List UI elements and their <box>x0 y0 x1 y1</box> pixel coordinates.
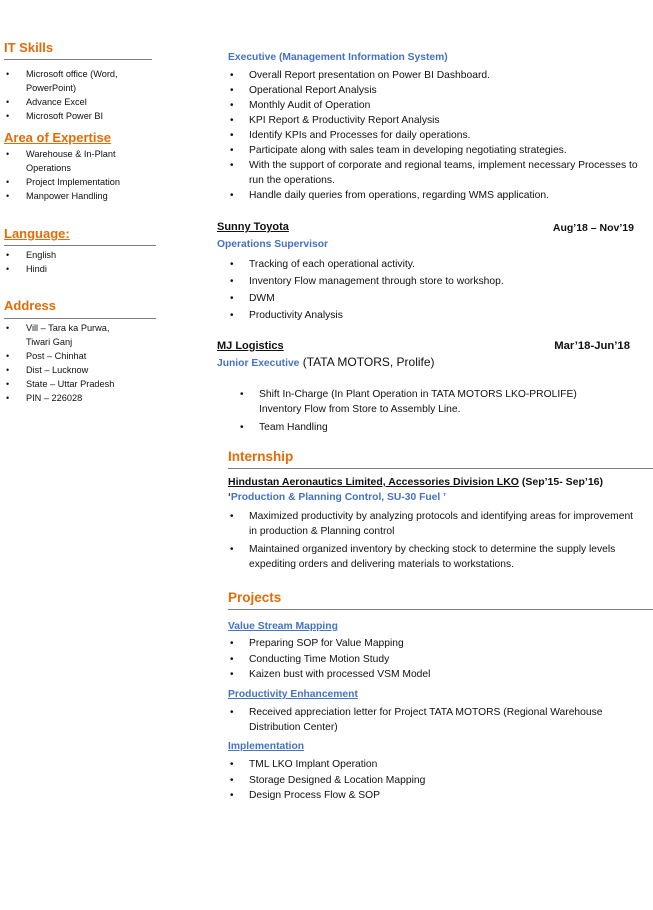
project-list-implementation <box>228 757 638 804</box>
list-item: • Maintained organized inventory by checking stock to determine the supply levels expediting orders and delivering materials to workstations. <box>228 542 638 572</box>
list-item: • Post – Chinhat <box>4 349 154 363</box>
address-rule <box>4 318 156 319</box>
internship-company: Hindustan Aeronautics Limited, Accessories Division LKO <box>228 476 519 488</box>
mj-role: Junior Executive <box>217 358 300 369</box>
list-item: • Participate along with sales team in developing negotiating strategies. <box>228 143 648 158</box>
it-skills-list <box>4 67 154 123</box>
internship-dates: (Sep’15- Sep’16) <box>521 476 604 488</box>
project-list-vsm <box>228 636 638 683</box>
list-item: • Kaizen bust with processed VSM Model <box>228 667 638 683</box>
sunny-dates: Aug’18 – Nov’19 <box>552 222 634 234</box>
list-item: • Tracking of each operational activity. <box>228 256 628 273</box>
list-item: • Inventory Flow management through store to workshop. <box>228 273 628 290</box>
list-item: • Conducting Time Motion Study <box>228 652 638 668</box>
mj-list <box>238 387 598 435</box>
list-item: • Maximized productivity by analyzing protocols and identifying areas for improvement in production & Planning control <box>228 509 638 539</box>
list-item: • Preparing SOP for Value Mapping <box>228 636 638 652</box>
list-item: • Identify KPIs and Processes for daily operations. <box>228 128 648 143</box>
list-item: • Productivity Analysis <box>228 307 628 324</box>
list-item: • Dist – Lucknow <box>4 363 154 377</box>
list-item: • Microsoft Power BI <box>4 109 154 123</box>
list-item: • Operational Report Analysis <box>228 83 648 98</box>
mj-role-suffix: (TATA MOTORS, Prolife) <box>302 355 435 369</box>
projects-heading: Projects <box>228 590 282 605</box>
list-item: • Warehouse & In-Plant Operations <box>4 147 154 175</box>
internship-heading: Internship <box>228 449 294 464</box>
mis-role: Executive (Management Information System) <box>228 52 448 63</box>
address-heading: Address <box>4 298 57 313</box>
it-skills-heading: IT Skills <box>4 40 54 55</box>
list-item: • Microsoft office (Word, PowerPoint) <box>4 67 154 95</box>
internship-company-line <box>228 476 603 488</box>
language-rule <box>4 245 156 246</box>
mj-role-line <box>217 355 435 369</box>
list-item: • English <box>4 248 154 262</box>
internship-role: Production & Planning Control, SU-30 Fuel ’ <box>230 492 446 503</box>
language-heading: Language: <box>4 226 70 241</box>
list-item: • Shift In-Charge (In Plant Operation in TATA MOTORS LKO-PROLIFE) Inventory Flow from Store to Assembly Line. <box>238 387 598 417</box>
language-list <box>4 248 154 276</box>
list-item: • Team Handling <box>238 420 598 435</box>
expertise-heading: Area of Expertise <box>4 130 111 145</box>
list-item: • Received appreciation letter for Project TATA MOTORS (Regional Warehouse Distribution Center) <box>228 705 638 735</box>
it-skills-rule <box>4 59 152 60</box>
internship-rule <box>228 468 653 469</box>
list-item: • With the support of corporate and regional teams, implement necessary Processes to run the operations. <box>228 158 648 188</box>
project-value-stream-mapping[interactable]: Value Stream Mapping <box>228 621 338 632</box>
project-implementation[interactable]: Implementation <box>228 741 305 752</box>
list-item: • Manpower Handling <box>4 189 154 203</box>
list-item: • Storage Designed & Location Mapping <box>228 773 638 789</box>
list-item: • KPI Report & Productivity Report Analysis <box>228 113 648 128</box>
list-item: • Vill – Tara ka Purwa, Tiwari Ganj <box>4 321 154 349</box>
internship-role-line <box>228 492 446 503</box>
sunny-company: Sunny Toyota <box>217 221 289 233</box>
mj-dates: Mar’18-Jun’18 <box>554 340 630 352</box>
project-list-productivity <box>228 705 638 735</box>
project-productivity-enhancement[interactable]: Productivity Enhancement <box>228 689 358 700</box>
mj-company: MJ Logistics <box>217 340 284 352</box>
list-item: • Advance Excel <box>4 95 154 109</box>
expertise-list <box>4 147 154 203</box>
list-item: • Hindi <box>4 262 154 276</box>
projects-rule <box>228 609 653 610</box>
list-item: • Project Implementation <box>4 175 154 189</box>
address-list <box>4 321 154 405</box>
list-item: • Design Process Flow & SOP <box>228 788 638 804</box>
list-item: • Handle daily queries from operations, regarding WMS application. <box>228 188 648 203</box>
list-item: • Monthly Audit of Operation <box>228 98 648 113</box>
list-item: • DWM <box>228 290 628 307</box>
mis-list <box>228 68 648 203</box>
list-item: • PIN – 226028 <box>4 391 154 405</box>
list-item: • Overall Report presentation on Power BI Dashboard. <box>228 68 648 83</box>
sunny-role: Operations Supervisor <box>217 239 329 250</box>
sunny-list <box>228 256 628 324</box>
internship-quote: ‘ <box>228 492 231 503</box>
list-item: • TML LKO Implant Operation <box>228 757 638 773</box>
list-item: • State – Uttar Pradesh <box>4 377 154 391</box>
internship-list <box>228 509 638 572</box>
